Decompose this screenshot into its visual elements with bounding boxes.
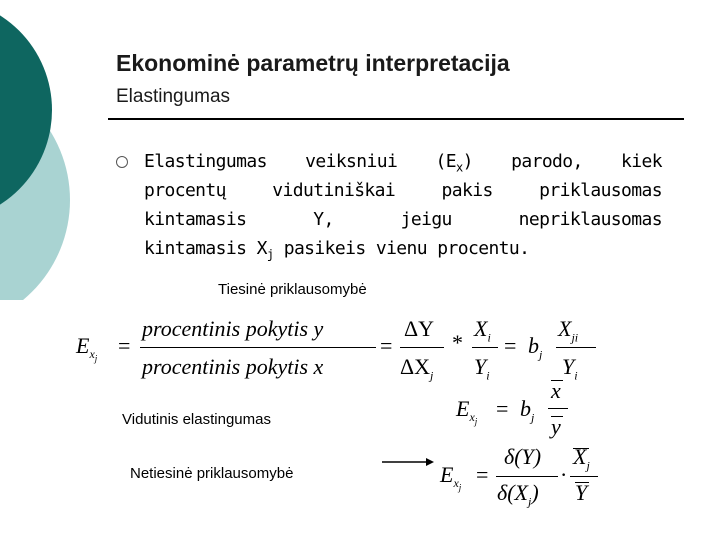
slide-title: Ekonominė parametrų interpretacija <box>116 50 510 76</box>
average-elasticity-label: Vidutinis elastingumas <box>122 411 271 428</box>
bullet-circle-icon <box>116 156 128 168</box>
nonlinear-dependency-label: Netiesinė priklausomybė <box>130 465 294 482</box>
definition-paragraph: Elastingumas veiksniui $(E_x)$ parodo, kiek procentų vidutiniškai pakis priklausomas kintamasis Y, jeigu nepriklausomas kintamasis $X_j$ pasikeis vienu procentu. <box>144 151 662 262</box>
title-divider <box>108 118 684 120</box>
slide-subtitle: Elastingumas <box>116 86 231 107</box>
linear-dependency-label: Tiesinė priklausomybė <box>218 281 367 298</box>
decorative-circles <box>0 0 80 300</box>
arrow-right-icon <box>382 456 434 468</box>
